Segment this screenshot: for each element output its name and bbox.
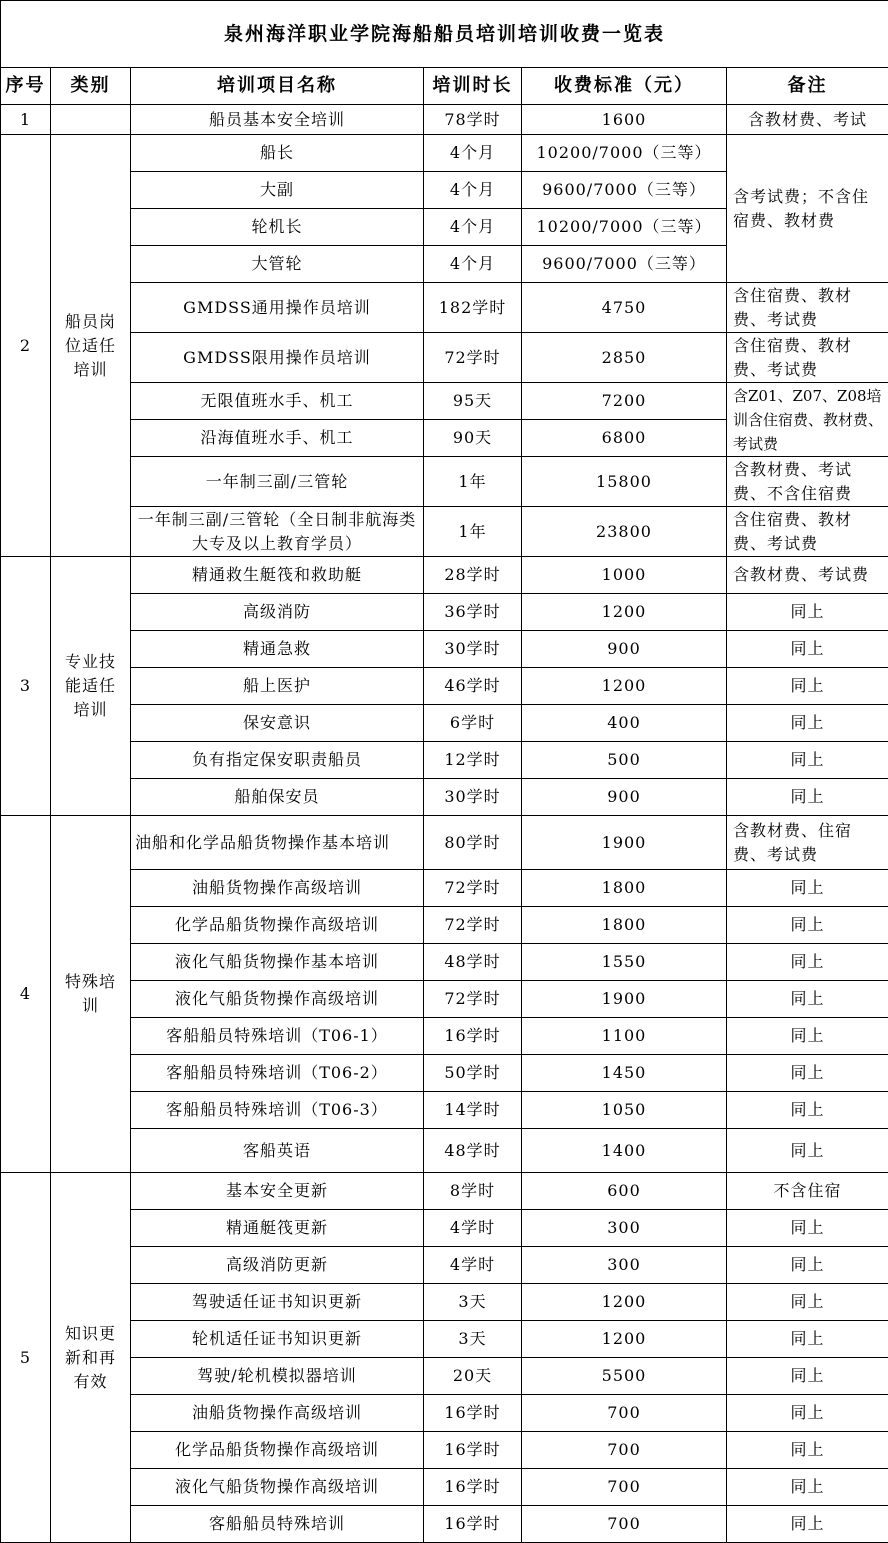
table-row <box>1 705 888 742</box>
row-item: 化学品船货物操作高级培训 <box>131 1432 424 1469</box>
table-row <box>1 1018 888 1055</box>
row-fee: 900 <box>522 779 727 816</box>
row-note: 同上 <box>727 705 888 742</box>
row-note: 同上 <box>727 1210 888 1247</box>
row-note: 不含住宿 <box>727 1173 888 1210</box>
row-note: 同上 <box>727 1247 888 1284</box>
table-row <box>1 1055 888 1092</box>
table-row <box>1 1321 888 1358</box>
row-item: 船上医护 <box>131 668 424 705</box>
row-item: 驾驶适任证书知识更新 <box>131 1284 424 1321</box>
row-note: 同上 <box>727 1432 888 1469</box>
row-note: 含Z01、Z07、Z08培训含住宿费、教材费、考试费 <box>727 383 888 457</box>
row-duration: 36学时 <box>424 594 522 631</box>
row-duration: 1年 <box>424 507 522 557</box>
row-item: 高级消防 <box>131 594 424 631</box>
row-fee: 1400 <box>522 1129 727 1173</box>
row-item: 一年制三副/三管轮（全日制非航海类大专及以上教育学员） <box>131 507 424 557</box>
row-fee: 9600/7000（三等） <box>522 246 727 283</box>
row-duration: 16学时 <box>424 1018 522 1055</box>
table-row <box>1 1210 888 1247</box>
row-fee: 700 <box>522 1432 727 1469</box>
row-item: 船舶保安员 <box>131 779 424 816</box>
row-fee: 15800 <box>522 457 727 507</box>
row-duration: 72学时 <box>424 981 522 1018</box>
row-item: 保安意识 <box>131 705 424 742</box>
row-item: 液化气船货物操作高级培训 <box>131 981 424 1018</box>
row-no: 1 <box>1 105 51 135</box>
row-fee: 1800 <box>522 907 727 944</box>
table-row <box>1 1247 888 1284</box>
row-item: 液化气船货物操作高级培训 <box>131 1469 424 1506</box>
row-note: 含住宿费、教材费、考试费 <box>727 333 888 383</box>
row-duration: 50学时 <box>424 1055 522 1092</box>
row-note: 含教材费、考试 <box>727 105 888 135</box>
row-note: 同上 <box>727 981 888 1018</box>
row-fee: 7200 <box>522 383 727 420</box>
row-fee: 1200 <box>522 594 727 631</box>
row-category: 知识更新和再有效 <box>51 1173 131 1543</box>
row-fee: 1000 <box>522 557 727 594</box>
row-note: 同上 <box>727 631 888 668</box>
row-duration: 16学时 <box>424 1506 522 1543</box>
row-fee: 900 <box>522 631 727 668</box>
row-item: 基本安全更新 <box>131 1173 424 1210</box>
row-item: 一年制三副/三管轮 <box>131 457 424 507</box>
row-note: 同上 <box>727 1092 888 1129</box>
row-duration: 4个月 <box>424 172 522 209</box>
row-duration: 20天 <box>424 1358 522 1395</box>
header-item: 培训项目名称 <box>131 68 424 105</box>
row-fee: 6800 <box>522 420 727 457</box>
row-item: 驾驶/轮机模拟器培训 <box>131 1358 424 1395</box>
row-note: 同上 <box>727 668 888 705</box>
row-duration: 4个月 <box>424 135 522 172</box>
table-row <box>1 135 888 172</box>
table-row <box>1 742 888 779</box>
row-note: 同上 <box>727 1055 888 1092</box>
row-fee: 9600/7000（三等） <box>522 172 727 209</box>
table-row <box>1 333 888 383</box>
row-note: 同上 <box>727 742 888 779</box>
row-item: 负有指定保安职责船员 <box>131 742 424 779</box>
row-duration: 4个月 <box>424 209 522 246</box>
row-item: 精通急救 <box>131 631 424 668</box>
row-note: 同上 <box>727 1284 888 1321</box>
row-item: 客船船员特殊培训（T06-1） <box>131 1018 424 1055</box>
row-no: 5 <box>1 1173 51 1543</box>
table-row <box>1 944 888 981</box>
row-fee: 1550 <box>522 944 727 981</box>
row-fee: 700 <box>522 1469 727 1506</box>
table-row <box>1 870 888 907</box>
row-fee: 500 <box>522 742 727 779</box>
row-fee: 1050 <box>522 1092 727 1129</box>
row-duration: 72学时 <box>424 870 522 907</box>
row-note: 含住宿费、教材费、考试费 <box>727 507 888 557</box>
row-fee: 300 <box>522 1210 727 1247</box>
row-fee: 1900 <box>522 981 727 1018</box>
row-note-text: 含教材费、考试费 <box>733 563 884 587</box>
row-duration: 4个月 <box>424 246 522 283</box>
row-note: 同上 <box>727 944 888 981</box>
row-fee: 600 <box>522 1173 727 1210</box>
row-item: 船员基本安全培训 <box>131 105 424 135</box>
table-row <box>1 779 888 816</box>
row-fee: 1200 <box>522 668 727 705</box>
table-row <box>1 557 888 594</box>
row-note: 含住宿费、教材费、考试费 <box>727 283 888 333</box>
row-duration: 6学时 <box>424 705 522 742</box>
row-duration: 8学时 <box>424 1173 522 1210</box>
row-fee: 1100 <box>522 1018 727 1055</box>
row-duration: 182学时 <box>424 283 522 333</box>
header-no: 序号 <box>1 68 51 105</box>
table-row <box>1 981 888 1018</box>
row-duration: 80学时 <box>424 816 522 870</box>
row-duration: 1年 <box>424 457 522 507</box>
row-duration: 30学时 <box>424 779 522 816</box>
row-item: 高级消防更新 <box>131 1247 424 1284</box>
row-fee: 4750 <box>522 283 727 333</box>
table-row <box>1 507 888 557</box>
table-row <box>1 1469 888 1506</box>
row-note: 同上 <box>727 1395 888 1432</box>
row-item: 客船船员特殊培训 <box>131 1506 424 1543</box>
header-fee: 收费标准（元） <box>522 68 727 105</box>
row-fee: 700 <box>522 1506 727 1543</box>
row-item: 化学品船货物操作高级培训 <box>131 907 424 944</box>
header-note: 备注 <box>727 68 888 105</box>
row-item: 液化气船货物操作基本培训 <box>131 944 424 981</box>
row-fee: 5500 <box>522 1358 727 1395</box>
row-fee: 10200/7000（三等） <box>522 135 727 172</box>
row-fee: 10200/7000（三等） <box>522 209 727 246</box>
row-duration: 16学时 <box>424 1432 522 1469</box>
row-fee: 2850 <box>522 333 727 383</box>
row-fee: 1800 <box>522 870 727 907</box>
row-item: 客船英语 <box>131 1129 424 1173</box>
row-item: 客船船员特殊培训（T06-2） <box>131 1055 424 1092</box>
row-fee: 1200 <box>522 1284 727 1321</box>
row-note: 同上 <box>727 1358 888 1395</box>
row-duration: 46学时 <box>424 668 522 705</box>
table-row <box>1 631 888 668</box>
row-fee: 23800 <box>522 507 727 557</box>
row-no: 3 <box>1 557 51 816</box>
row-duration: 4学时 <box>424 1210 522 1247</box>
table-row <box>1 1173 888 1210</box>
table-title: 泉州海洋职业学院海船船员培训培训收费一览表 <box>1 1 888 68</box>
table-row <box>1 1506 888 1543</box>
row-no: 2 <box>1 135 51 557</box>
row-duration: 28学时 <box>424 557 522 594</box>
row-item: 精通救生艇筏和救助艇 <box>131 557 424 594</box>
row-note: 含教材费、住宿费、考试费 <box>727 816 888 870</box>
row-duration: 48学时 <box>424 944 522 981</box>
row-duration: 12学时 <box>424 742 522 779</box>
row-fee: 1600 <box>522 105 727 135</box>
row-note: 同上 <box>727 1321 888 1358</box>
row-category: 专业技能适任培训 <box>51 557 131 816</box>
table-row <box>1 816 888 870</box>
table-row <box>1 1284 888 1321</box>
row-duration: 3天 <box>424 1321 522 1358</box>
row-item: GMDSS限用操作员培训 <box>131 333 424 383</box>
row-note: 同上 <box>727 779 888 816</box>
row-note <box>727 557 888 594</box>
row-fee: 400 <box>522 705 727 742</box>
row-item: 油船货物操作高级培训 <box>131 1395 424 1432</box>
table-row <box>1 1395 888 1432</box>
table-row <box>1 105 888 135</box>
table-row <box>1 668 888 705</box>
row-item: 沿海值班水手、机工 <box>131 420 424 457</box>
header-category: 类别 <box>51 68 131 105</box>
row-fee: 1900 <box>522 816 727 870</box>
table-row <box>1 1092 888 1129</box>
row-duration: 16学时 <box>424 1395 522 1432</box>
table-row <box>1 907 888 944</box>
row-duration: 14学时 <box>424 1092 522 1129</box>
row-note: 同上 <box>727 1018 888 1055</box>
row-note: 同上 <box>727 870 888 907</box>
table-row <box>1 594 888 631</box>
row-category: 特殊培训 <box>51 816 131 1173</box>
table-row <box>1 457 888 507</box>
row-duration: 72学时 <box>424 333 522 383</box>
row-fee: 700 <box>522 1395 727 1432</box>
table-row <box>1 283 888 333</box>
header-duration: 培训时长 <box>424 68 522 105</box>
row-duration: 4学时 <box>424 1247 522 1284</box>
table-row <box>1 383 888 420</box>
row-note: 同上 <box>727 1469 888 1506</box>
table-row <box>1 1358 888 1395</box>
row-note: 同上 <box>727 1129 888 1173</box>
row-item: 大副 <box>131 172 424 209</box>
row-item: 大管轮 <box>131 246 424 283</box>
row-item: GMDSS通用操作员培训 <box>131 283 424 333</box>
row-note: 同上 <box>727 1506 888 1543</box>
row-item: 客船船员特殊培训（T06-3） <box>131 1092 424 1129</box>
row-item: 油船和化学品船货物操作基本培训 <box>131 816 424 870</box>
row-fee: 300 <box>522 1247 727 1284</box>
table-row <box>1 1129 888 1173</box>
row-item: 油船货物操作高级培训 <box>131 870 424 907</box>
row-duration: 16学时 <box>424 1469 522 1506</box>
row-duration: 95天 <box>424 383 522 420</box>
row-item: 轮机长 <box>131 209 424 246</box>
row-duration: 72学时 <box>424 907 522 944</box>
row-item: 轮机适任证书知识更新 <box>131 1321 424 1358</box>
row-duration: 90天 <box>424 420 522 457</box>
row-note: 同上 <box>727 594 888 631</box>
row-duration: 3天 <box>424 1284 522 1321</box>
row-item: 无限值班水手、机工 <box>131 383 424 420</box>
row-note: 同上 <box>727 907 888 944</box>
row-fee: 1450 <box>522 1055 727 1092</box>
row-note: 含教材费、考试费、不含住宿费 <box>727 457 888 507</box>
row-fee: 1200 <box>522 1321 727 1358</box>
row-item: 船长 <box>131 135 424 172</box>
row-note: 含考试费；不含住宿费、教材费 <box>727 135 888 283</box>
row-no: 4 <box>1 816 51 1173</box>
row-duration: 48学时 <box>424 1129 522 1173</box>
table-row <box>1 1432 888 1469</box>
row-item: 精通艇筏更新 <box>131 1210 424 1247</box>
row-category: 船员岗位适任培训 <box>51 135 131 557</box>
row-duration: 30学时 <box>424 631 522 668</box>
row-duration: 78学时 <box>424 105 522 135</box>
row-category <box>51 105 131 135</box>
